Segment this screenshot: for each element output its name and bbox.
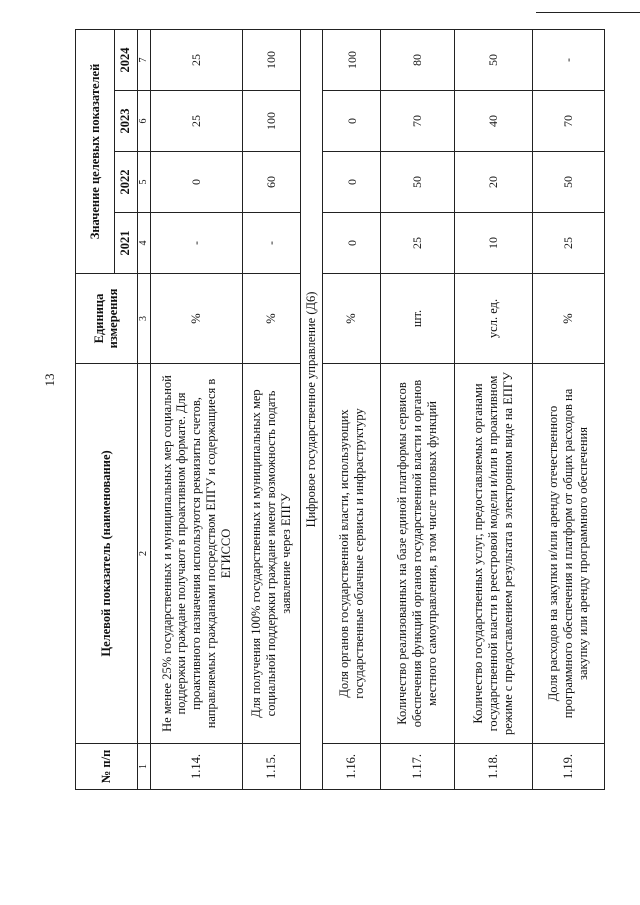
row-number: 1.16. <box>323 744 381 790</box>
row-value-2022: 0 <box>150 152 242 213</box>
table-row <box>454 29 532 789</box>
col-number: 6 <box>137 91 150 152</box>
row-name: Количество реализованных на базе единой платформы сервисов обеспечения функций органов государственной власти и органов местного самоуправления, в том числе типовых функций <box>380 364 454 744</box>
col-number: 3 <box>137 274 150 364</box>
row-name: Доля расходов на закупки и/или аренду отечественного программного обеспечения и платформ от общих расходов на закупку или аренду программного обеспечения <box>532 364 604 744</box>
col-number: 2 <box>137 364 150 744</box>
row-value-2023: 40 <box>454 91 532 152</box>
section-title: Цифровое государственное управление (Д6) <box>300 29 323 789</box>
top-rule <box>536 12 640 13</box>
row-value-2024: 50 <box>454 29 532 90</box>
row-value-2022: 0 <box>323 152 381 213</box>
col-number: 5 <box>137 152 150 213</box>
targets-table <box>75 29 605 790</box>
row-name: Для получения 100% государственных и муниципальных мер социальной поддержки граждане имеют возможность подать заявление через ЕПГУ <box>243 364 301 744</box>
row-value-2021: 10 <box>454 213 532 274</box>
table-row <box>243 29 301 789</box>
header-name: Целевой показатель (наименование) <box>76 364 138 744</box>
table-row <box>323 29 381 789</box>
row-name: Доля органов государственной власти, использующих государственные облачные сервисы и инфраструктуру <box>323 364 381 744</box>
col-number: 1 <box>137 744 150 790</box>
row-value-2022: 60 <box>243 152 301 213</box>
row-unit: % <box>243 274 301 364</box>
table-row <box>532 29 604 789</box>
row-value-2024: 80 <box>380 29 454 90</box>
row-value-2022: 50 <box>380 152 454 213</box>
header-unit: Единица измерения <box>76 274 138 364</box>
row-value-2021: - <box>150 213 242 274</box>
page-number: 13 <box>42 373 57 387</box>
row-unit: % <box>532 274 604 364</box>
row-unit: шт. <box>380 274 454 364</box>
header-year: 2023 <box>115 91 138 152</box>
row-number: 1.17. <box>380 744 454 790</box>
row-number: 1.19. <box>532 744 604 790</box>
col-number: 7 <box>137 29 150 90</box>
row-name: Количество государственных услуг, предоставляемых органами государственной власти в реестровой модели и/или в проактивном режиме с предоставлением результата в электронном виде на ЕПГУ <box>454 364 532 744</box>
col-number: 4 <box>137 213 150 274</box>
row-value-2023: 25 <box>150 91 242 152</box>
header-values-group: Значение целевых показателей <box>76 29 115 273</box>
table-row <box>380 29 454 789</box>
table-row <box>150 29 242 789</box>
row-unit: % <box>323 274 381 364</box>
row-name: Не менее 25% государственных и муниципальных мер социальной поддержки граждане получают в проактивном формате. Для проактивного назначения используются реквизиты счетов, направляемых гражданами посредством ЕПГУ и содержащиеся в ЕГИССО <box>150 364 242 744</box>
row-value-2021: 25 <box>532 213 604 274</box>
row-number: 1.18. <box>454 744 532 790</box>
row-unit: % <box>150 274 242 364</box>
row-value-2022: 20 <box>454 152 532 213</box>
header-num: № п/п <box>76 744 138 790</box>
row-number: 1.14. <box>150 744 242 790</box>
row-value-2024: 100 <box>243 29 301 90</box>
header-year: 2022 <box>115 152 138 213</box>
header-year: 2024 <box>115 29 138 90</box>
row-unit: усл. ед. <box>454 274 532 364</box>
row-value-2024: 100 <box>323 29 381 90</box>
row-value-2024: 25 <box>150 29 242 90</box>
header-year: 2021 <box>115 213 138 274</box>
row-value-2021: 25 <box>380 213 454 274</box>
row-number: 1.15. <box>243 744 301 790</box>
row-value-2022: 50 <box>532 152 604 213</box>
rotated-table-wrapper <box>75 30 605 790</box>
row-value-2023: 100 <box>243 91 301 152</box>
row-value-2024: - <box>532 29 604 90</box>
row-value-2021: 0 <box>323 213 381 274</box>
row-value-2021: - <box>243 213 301 274</box>
row-value-2023: 70 <box>380 91 454 152</box>
row-value-2023: 0 <box>323 91 381 152</box>
row-value-2023: 70 <box>532 91 604 152</box>
